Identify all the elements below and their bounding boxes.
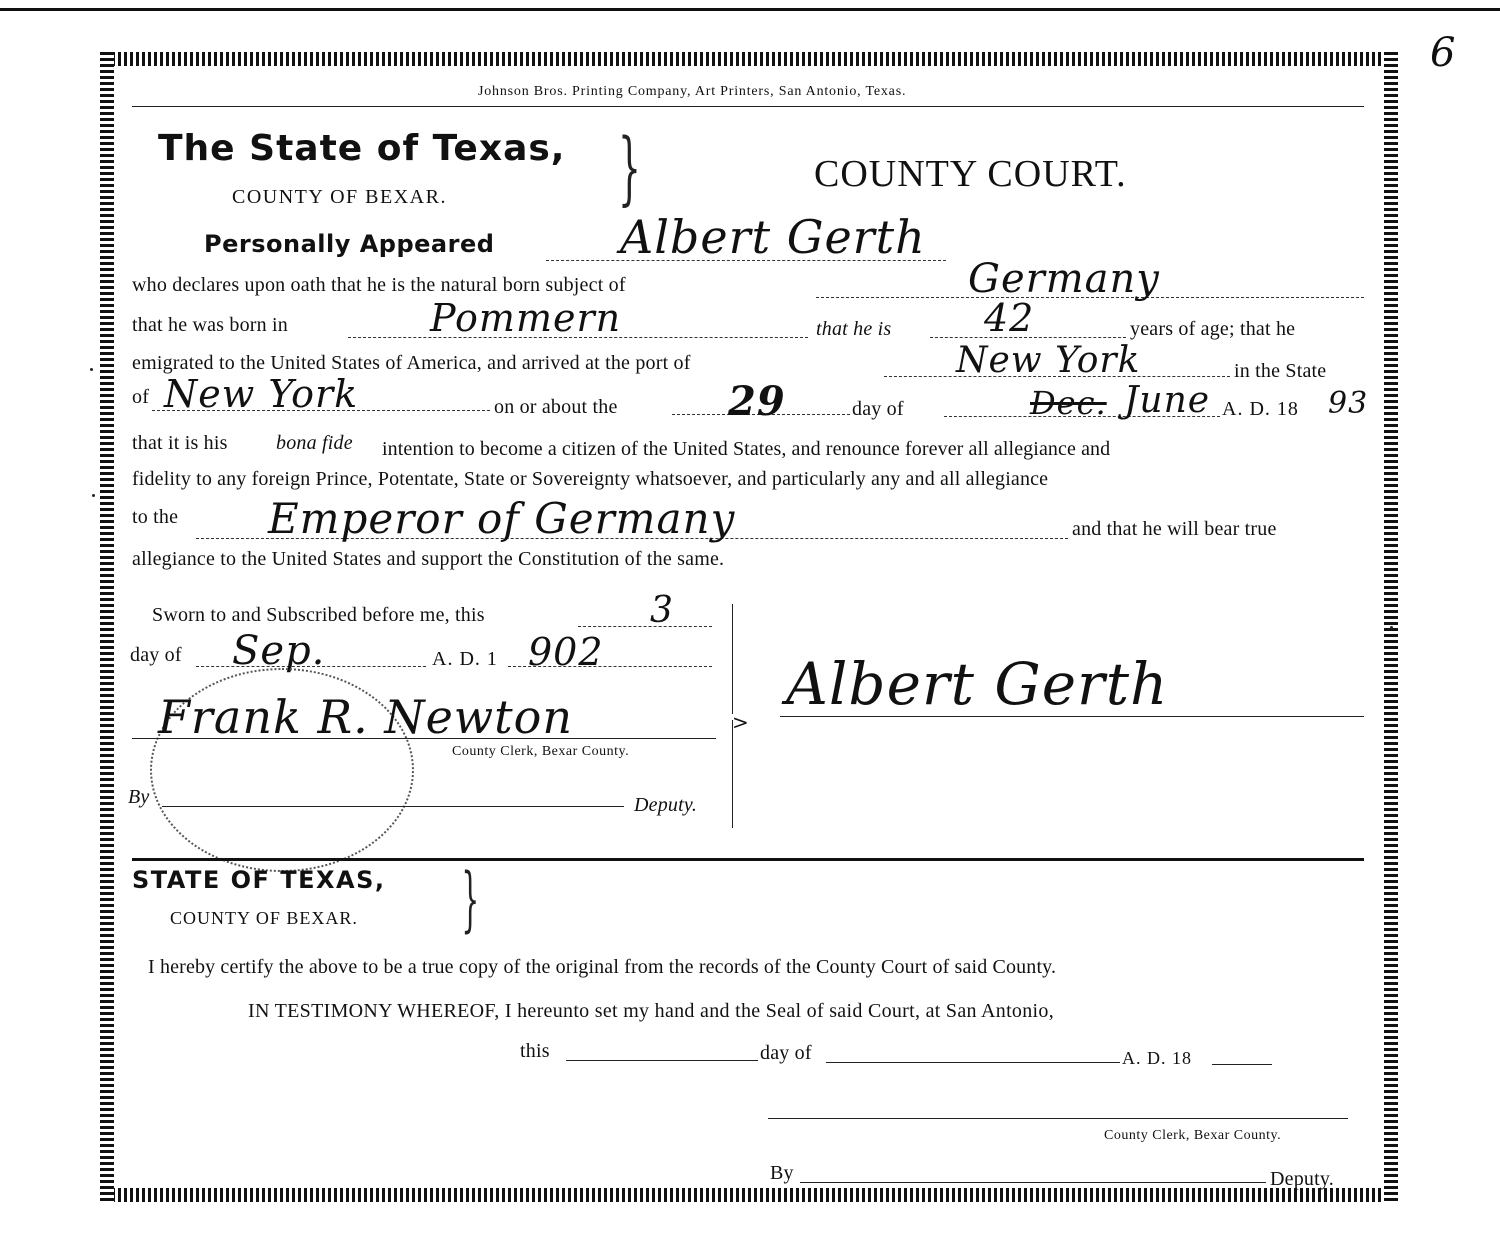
decl-line5b: bona fide	[276, 432, 353, 454]
cert-deputy-rule	[800, 1182, 1266, 1183]
decl-line6: fidelity to any foreign Prince, Potentate, State or Sovereignty whatsoever, and particularly any and all allegiance	[132, 468, 1049, 490]
sworn-deputy-label: Deputy.	[634, 794, 698, 816]
sworn-brace-tip: >	[732, 710, 749, 734]
sworn-day-value: 3	[650, 590, 674, 631]
sworn-month-value: Sep.	[232, 628, 326, 674]
arrival-year-value: 93	[1328, 386, 1369, 421]
decl-line4d: A. D. 18	[1222, 398, 1299, 420]
clerk-signature: Frank R. Newton	[158, 690, 573, 744]
applicant-signature: Albert Gerth	[786, 650, 1169, 718]
cert-line2: IN TESTIMONY WHEREOF, I hereunto set my hand and the Seal of said Court, at San Antonio,	[248, 1000, 1054, 1022]
border-left	[100, 52, 114, 1202]
printer-line: Johnson Bros. Printing Company, Art Printers, San Antonio, Texas.	[478, 84, 907, 99]
state-arrived-value: New York	[164, 372, 359, 416]
court-heading: COUNTY COURT.	[814, 153, 1127, 195]
section-divider	[132, 858, 1364, 861]
sworn-line2b: A. D. 1	[432, 648, 498, 670]
birthplace-value: Pommern	[430, 296, 622, 340]
decl-line5a: that it is his	[132, 432, 228, 454]
decl-line3a: emigrated to the United States of America, and arrived at the port of	[132, 352, 691, 374]
decl-line4a: of	[132, 386, 150, 408]
age-value: 42	[984, 296, 1035, 340]
printer-rule	[132, 106, 1364, 107]
decl-line1: who declares upon oath that he is the natural born subject of	[132, 274, 626, 296]
decl-line7a: to the	[132, 506, 179, 528]
decl-line2c: years of age; that he	[1130, 318, 1296, 340]
decl-line7b: and that he will bear true	[1072, 518, 1277, 540]
sworn-brace-upper	[732, 604, 733, 714]
cert-by-label: By	[770, 1162, 794, 1184]
arrival-day-value: 29	[728, 378, 786, 425]
cert-state-heading: STATE OF TEXAS,	[132, 866, 386, 894]
country-value: Germany	[968, 256, 1160, 302]
appeared-label: Personally Appeared	[204, 230, 495, 258]
stray-mark	[92, 494, 95, 497]
arrival-month-struck: Dec.	[1030, 384, 1107, 422]
arrival-month-value: June	[1124, 380, 1211, 421]
cert-line1: I hereby certify the above to be a true copy of the original from the records of the County Court of said County.	[148, 956, 1057, 978]
top-edge-rule	[0, 8, 1500, 11]
decl-line5c: intention to become a citizen of the United States, and renounce forever all allegiance and	[382, 438, 1111, 460]
decl-line4b: on or about the	[494, 396, 618, 418]
sworn-by-label: By	[128, 786, 150, 808]
cert-clerk-rule	[768, 1118, 1348, 1119]
sworn-year-value: 902	[528, 630, 604, 674]
sworn-line2a: day of	[130, 644, 182, 666]
port-value: New York	[956, 340, 1141, 381]
cert-ad-label: A. D. 18	[1122, 1048, 1192, 1068]
stray-mark	[90, 368, 93, 371]
border-bottom	[100, 1188, 1398, 1202]
clerk-title: County Clerk, Bexar County.	[452, 744, 630, 759]
sworn-deputy-rule	[162, 806, 624, 807]
cert-year-rule	[1212, 1064, 1272, 1065]
cert-day-rule	[566, 1060, 758, 1061]
cert-county-heading: COUNTY OF BEXAR.	[170, 908, 358, 928]
cert-month-rule	[826, 1062, 1120, 1063]
county-heading: COUNTY OF BEXAR.	[232, 186, 447, 208]
stray-mark	[1390, 626, 1393, 629]
sworn-brace-lower	[732, 720, 733, 828]
decl-line8: allegiance to the United States and support the Constitution of the same.	[132, 548, 725, 570]
declarant-name: Albert Gerth	[620, 210, 926, 264]
corner-mark: 6	[1430, 30, 1457, 76]
state-heading: The State of Texas,	[158, 128, 566, 169]
cert-day-of-label: day of	[760, 1042, 812, 1064]
header-brace: }	[617, 121, 641, 214]
decl-line2a: that he was born in	[132, 314, 288, 336]
sworn-day-rule	[578, 626, 712, 627]
border-top	[100, 52, 1398, 66]
cert-deputy-label: Deputy.	[1270, 1168, 1334, 1190]
cert-clerk-title: County Clerk, Bexar County.	[1104, 1128, 1282, 1143]
cert-brace: }	[461, 858, 480, 940]
decl-line2b: that he is	[816, 318, 892, 340]
decl-line4c: day of	[852, 398, 904, 420]
decl-line3b: in the State	[1234, 360, 1327, 382]
sworn-line1: Sworn to and Subscribed before me, this	[152, 604, 485, 626]
cert-this-label: this	[520, 1040, 550, 1062]
sovereign-value: Emperor of Germany	[268, 494, 736, 543]
